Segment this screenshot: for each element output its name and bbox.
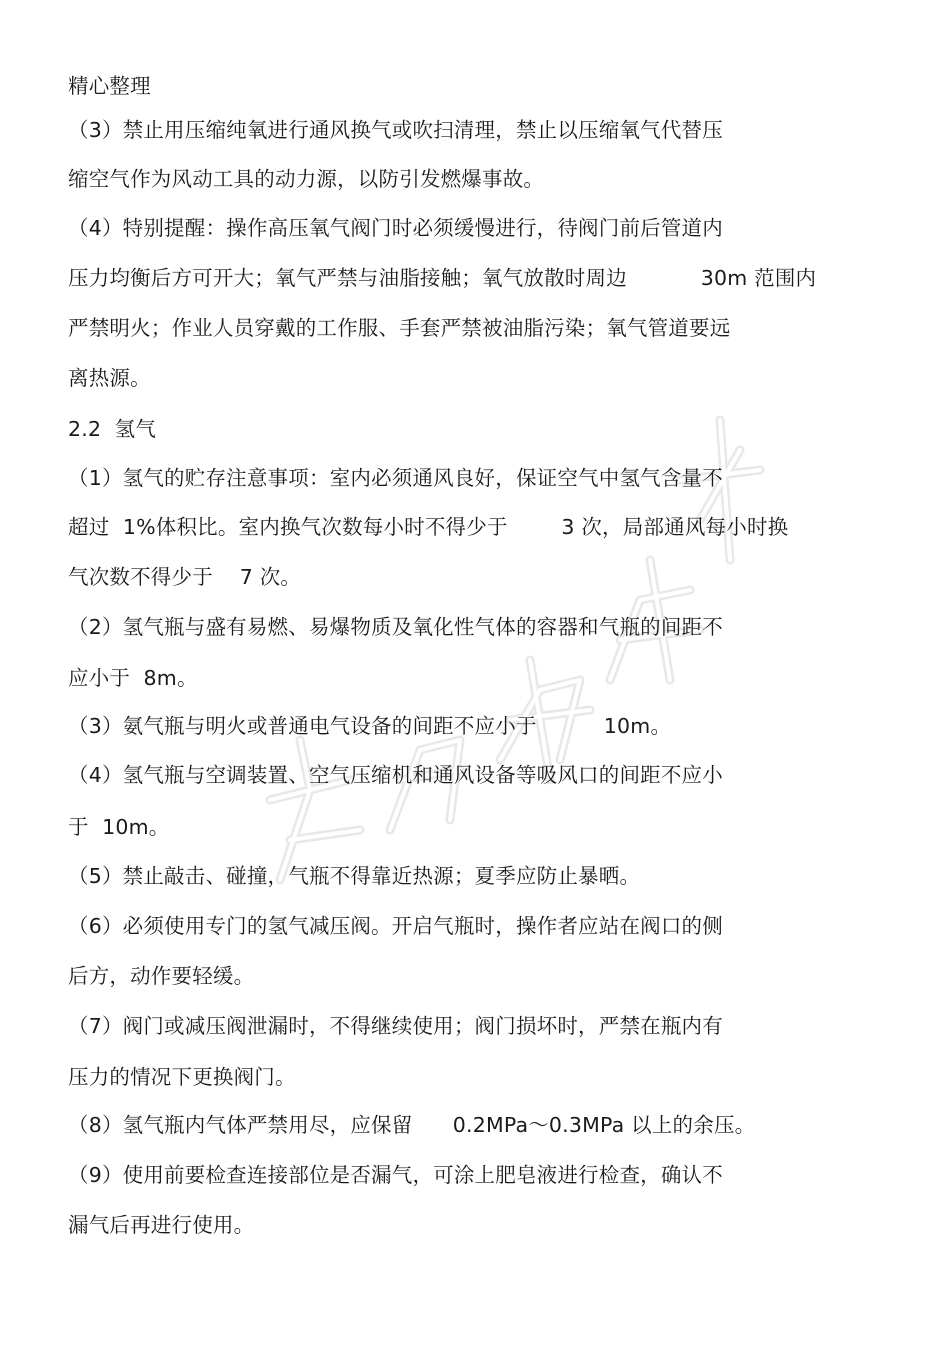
text-line: （3）禁止用压缩纯氧进行通风换气或吹扫清理，禁止以压缩氧气代替压 xyxy=(68,118,723,142)
text-line: （6）必须使用专门的氢气减压阀。开启气瓶时，操作者应站在阀口的侧 xyxy=(68,914,723,938)
text-line: （4）氢气瓶与空调装置、空气压缩机和通风设备等吸风口的间距不应小 xyxy=(68,763,723,787)
text-line: 压力均衡后方可开大；氧气严禁与油脂接触；氧气放散时周边 30m 范围内 xyxy=(68,266,817,290)
page-header: 精心整理 xyxy=(68,74,151,98)
text-line: 离热源。 xyxy=(68,366,151,390)
text-line: （9）使用前要检查连接部位是否漏气，可涂上肥皂液进行检查，确认不 xyxy=(68,1163,723,1187)
text-line: （8）氢气瓶内气体严禁用尽，应保留 0.2MPa～0.3MPa 以上的余压。 xyxy=(68,1113,756,1137)
text-line: 漏气后再进行使用。 xyxy=(68,1213,255,1237)
text-line: 严禁明火；作业人员穿戴的工作服、手套严禁被油脂污染；氧气管道要远 xyxy=(68,316,731,340)
section-heading: 2.2 氢气 xyxy=(68,417,157,441)
text-line: （4）特别提醒：操作高压氧气阀门时必须缓慢进行，待阀门前后管道内 xyxy=(68,216,723,240)
text-line: 后方，动作要轻缓。 xyxy=(68,964,255,988)
watermark-graphic xyxy=(160,360,780,920)
text-line: （1）氢气的贮存注意事项：室内必须通风良好，保证空气中氢气含量不 xyxy=(68,466,723,490)
text-line: （2）氢气瓶与盛有易燃、易爆物质及氧化性气体的容器和气瓶的间距不 xyxy=(68,615,723,639)
text-line: 压力的情况下更换阀门。 xyxy=(68,1065,296,1089)
text-line: 应小于 8m。 xyxy=(68,666,198,690)
text-line: （3）氨气瓶与明火或普通电气设备的间距不应小于 10m。 xyxy=(68,714,672,738)
text-line: 缩空气作为风动工具的动力源，以防引发燃爆事故。 xyxy=(68,167,545,191)
text-line: （7）阀门或减压阀泄漏时，不得继续使用；阀门损坏时，严禁在瓶内有 xyxy=(68,1014,723,1038)
text-line: （5）禁止敲击、碰撞，气瓶不得靠近热源；夏季应防止暴晒。 xyxy=(68,864,641,888)
text-line: 于 10m。 xyxy=(68,815,170,839)
text-line: 超过 1%体积比。室内换气次数每小时不得少于 3 次，局部通风每小时换 xyxy=(68,515,789,539)
text-line: 气次数不得少于 7 次。 xyxy=(68,565,302,589)
